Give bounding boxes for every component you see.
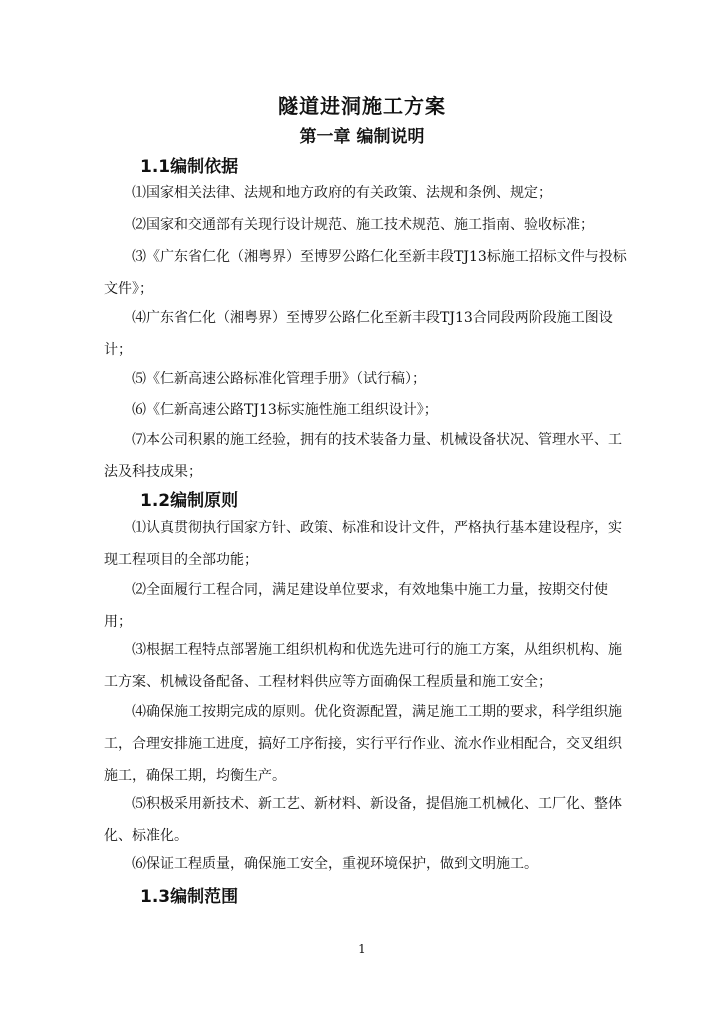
section-heading-1-3: 1.3编制范围 [140,887,239,907]
paragraph: ⑹保证工程质量，确保施工安全，重视环境保护，做到文明施工。 [132,856,538,872]
paragraph: ⑶《广东省仁化（湘粤界）至博罗公路仁化至新丰段TJ13标施工招标文件与投标文件》； [104,249,627,297]
paragraph: ⑹《仁新高速公路TJ13标实施性施工组织设计》； [132,402,438,418]
paragraph: ⑷广东省仁化（湘粤界）至博罗公路仁化至新丰段TJ13合同段两阶段施工图设计； [104,310,613,358]
paragraph: ⑸积极采用新技术、新工艺、新材料、新设备，提倡施工机械化、工厂化、整体化、标准化。 [104,796,622,844]
document-title: 隧道进洞施工方案 [278,94,446,118]
page-number: 1 [358,942,366,956]
paragraph: ⑵国家和交通部有关现行设计规范、施工技术规范、施工指南、验收标准； [132,217,594,233]
section-heading-1-2: 1.2编制原则 [140,491,239,511]
paragraph: ⑴认真贯彻执行国家方针、政策、标准和设计文件，严格执行基本建设程序，实现工程项目的全部功能； [104,520,622,568]
paragraph: ⑵全面履行工程合同，满足建设单位要求，有效地集中施工力量，按期交付使用； [104,582,608,630]
paragraph: ⑷确保施工按期完成的原则。优化资源配置，满足施工工期的要求，科学组织施工，合理安排施工进度，搞好工序衔接，实行平行作业、流水作业相配合，交叉组织施工，确保工期，均衡生产。 [104,704,622,784]
section-heading-1-1: 1.1编制依据 [140,157,239,177]
chapter-heading: 第一章 编制说明 [299,127,425,147]
paragraph: ⑶根据工程特点部署施工组织机构和优选先进可行的施工方案，从组织机构、施工方案、机械设备配备、工程材料供应等方面确保工程质量和施工安全； [104,642,622,690]
paragraph: ⑸《仁新高速公路标准化管理手册》（试行稿）； [132,371,426,387]
paragraph: ⑴国家相关法律、法规和地方政府的有关政策、法规和条例、规定； [132,185,552,201]
paragraph: ⑺本公司积累的施工经验，拥有的技术装备力量、机械设备状况、管理水平、工法及科技成果； [104,432,622,480]
